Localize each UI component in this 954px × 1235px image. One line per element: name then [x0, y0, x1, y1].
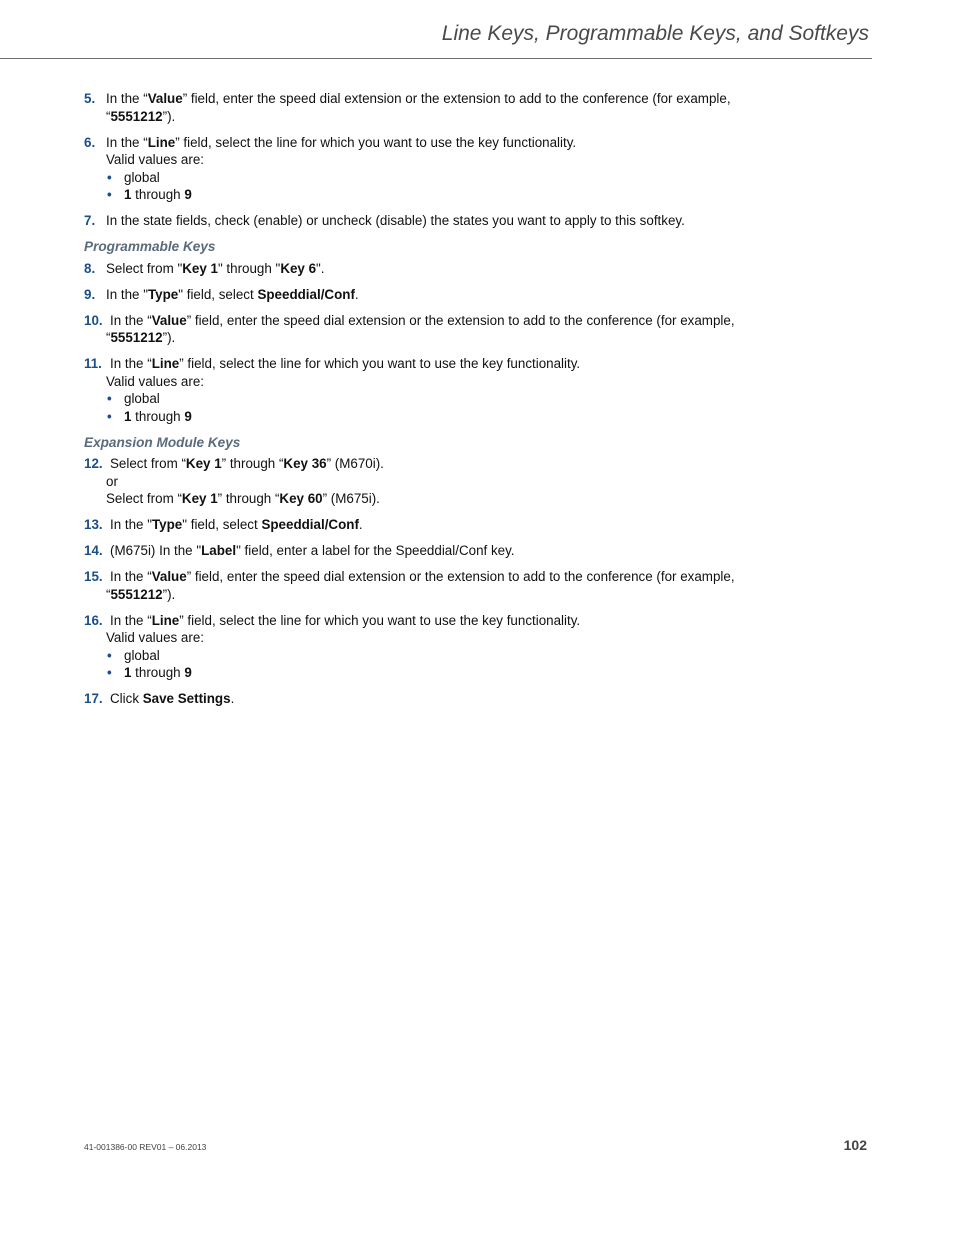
text: Valid values are:	[106, 152, 205, 167]
list-item	[106, 390, 784, 408]
list-item	[106, 408, 784, 426]
step-17	[84, 690, 784, 708]
section-heading-programmable-keys: Programmable Keys	[84, 239, 216, 254]
text: Valid values are:	[106, 373, 205, 389]
text: ”).	[162, 586, 176, 602]
text: global	[124, 169, 160, 185]
step-7	[84, 212, 784, 230]
step-number: 15.	[84, 569, 103, 584]
text: 9	[184, 665, 192, 680]
step-13	[84, 516, 784, 534]
list-item	[106, 647, 784, 665]
example-value: 5551212	[110, 108, 163, 124]
text: Select from "	[106, 260, 183, 276]
step-15	[84, 568, 784, 603]
text: 1	[124, 665, 132, 680]
field-name: Line	[151, 612, 180, 628]
text: ”).	[162, 330, 176, 345]
text: Click	[110, 691, 143, 706]
text: .	[358, 517, 363, 532]
key-name: Key 1	[181, 491, 218, 506]
page-number: 102	[843, 1137, 867, 1153]
text: .	[230, 691, 235, 706]
step-number: 13.	[84, 517, 103, 532]
text: " field, select	[182, 517, 262, 532]
step-5	[84, 90, 784, 125]
text: through	[131, 665, 185, 680]
text: ” (M670i).	[326, 456, 384, 471]
text: In the “	[106, 134, 148, 150]
text: ” (M675i).	[322, 491, 380, 506]
text: In the state fields, check (enable) or uncheck (disable) the states you want to apply to this softkey.	[106, 213, 685, 228]
option-name: Speeddial/Conf	[257, 286, 355, 302]
text: .	[354, 286, 359, 302]
step-14	[84, 542, 784, 560]
step-number: 8.	[84, 260, 96, 276]
text: through	[131, 187, 185, 202]
text: Valid values are:	[106, 630, 205, 645]
text: ” through “	[217, 491, 280, 506]
text: " field, enter a label for the Speeddial/Conf key.	[236, 543, 515, 558]
step-6	[84, 134, 784, 204]
text: through	[131, 408, 185, 424]
header-rule	[0, 58, 872, 59]
text: Select from “	[110, 456, 186, 471]
list-item	[106, 186, 784, 204]
list-item	[106, 664, 784, 682]
text: 1	[124, 408, 132, 424]
step-9	[84, 286, 784, 304]
step-number: 12.	[84, 456, 103, 471]
field-name: Line	[151, 356, 180, 371]
text: “	[106, 586, 111, 602]
text: In the “	[110, 569, 152, 584]
step-number: 7.	[84, 213, 96, 228]
text: " through "	[217, 260, 281, 276]
step-number: 9.	[84, 286, 96, 302]
document-id: 41-001386-00 REV01 – 06.2013	[84, 1142, 207, 1152]
step-number: 17.	[84, 691, 103, 706]
step-12	[84, 455, 784, 508]
step-number: 5.	[84, 91, 96, 106]
step-number: 6.	[84, 134, 96, 150]
text: In the "	[110, 517, 152, 532]
step-16	[84, 612, 784, 682]
text: ” field, select the line for which you want to use the key functionality.	[179, 356, 581, 371]
button-name: Save Settings	[142, 691, 231, 706]
key-name: Key 1	[185, 456, 222, 471]
field-name: Type	[147, 286, 179, 302]
field-name: Type	[151, 517, 183, 532]
field-name: Value	[151, 569, 187, 584]
text: ” field, enter the speed dial extension or the extension to add to the conference (for example,	[186, 569, 735, 584]
text: ” through “	[221, 456, 284, 471]
key-name: Key 60	[279, 491, 323, 506]
text: " field, select	[178, 286, 258, 302]
text: global	[124, 647, 160, 663]
text: (M675i) In the "	[110, 543, 202, 558]
step-8	[84, 260, 784, 278]
step-number: 14.	[84, 543, 103, 558]
field-name: Label	[201, 543, 237, 558]
step-11	[84, 355, 784, 425]
text: In the "	[106, 286, 148, 302]
option-name: Speeddial/Conf	[261, 517, 359, 532]
step-number: 16.	[84, 612, 103, 628]
step-10	[84, 312, 784, 347]
list-item	[106, 169, 784, 187]
text: In the “	[110, 312, 152, 328]
field-name: Line	[147, 134, 176, 150]
step-number: 10.	[84, 312, 103, 328]
instructions	[84, 90, 784, 716]
key-name: Key 1	[182, 260, 218, 276]
text: ” field, select the line for which you want to use the key functionality.	[175, 134, 577, 150]
page-header-title: Line Keys, Programmable Keys, and Softkeys	[441, 22, 869, 45]
text: 9	[184, 408, 192, 424]
text: In the “	[106, 91, 148, 106]
text: In the “	[110, 356, 152, 371]
text: or	[106, 473, 118, 489]
text: “	[106, 330, 111, 345]
field-name: Value	[147, 91, 183, 106]
step-number: 11.	[84, 356, 102, 371]
example-value: 5551212	[110, 330, 163, 345]
example-value: 5551212	[110, 586, 163, 602]
text: global	[124, 391, 160, 406]
key-name: Key 36	[283, 456, 327, 471]
text: ” field, select the line for which you want to use the key functionality.	[179, 612, 581, 628]
text: In the “	[110, 612, 152, 628]
text: “	[106, 108, 111, 124]
text: ".	[316, 260, 325, 276]
text: 9	[184, 187, 192, 202]
section-heading-expansion-module-keys: Expansion Module Keys	[84, 434, 241, 450]
text: ” field, enter the speed dial extension or the extension to add to the conference (for example,	[182, 91, 731, 106]
key-name: Key 6	[280, 260, 317, 276]
text: ”).	[162, 108, 176, 124]
text: ” field, enter the speed dial extension or the extension to add to the conference (for example,	[186, 312, 735, 328]
text: 1	[124, 187, 132, 202]
field-name: Value	[151, 312, 187, 328]
text: Select from “	[106, 491, 182, 506]
